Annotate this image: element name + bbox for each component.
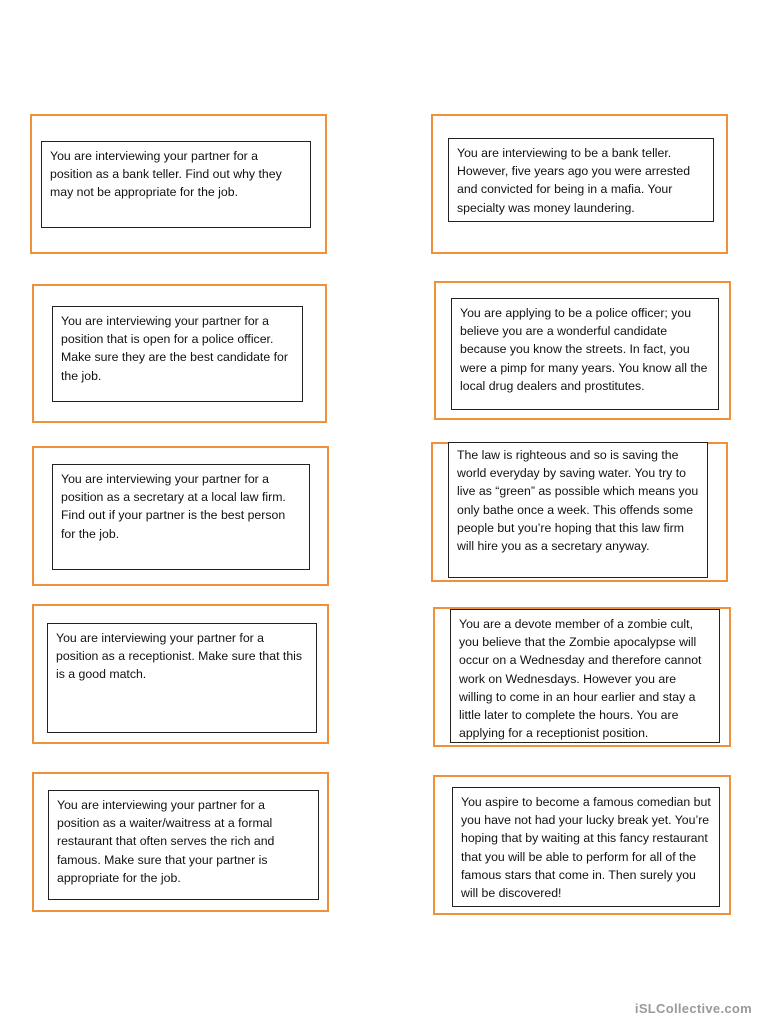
role-card-text: The law is righteous and so is saving the world everyday by saving water. You try to live as “green” as possible which means you only bathe once a week. This offends some people but you’re hoping that this law firm will hire you as a secretary anyway.: [448, 442, 708, 578]
role-card-text: You are interviewing your partner for a position as a bank teller. Find out why they may not be appropriate for the job.: [41, 141, 311, 228]
site-watermark: iSLCollective.com: [634, 1001, 752, 1016]
role-card-9: [32, 772, 329, 912]
role-card-7: [32, 604, 329, 744]
role-card-8: [433, 607, 731, 747]
role-card-text: You are interviewing your partner for a position as a waiter/waitress at a formal restaurant that often serves the rich and famous. Make sure that your partner is appropriate for the job.: [48, 790, 319, 900]
role-card-text: You are interviewing your partner for a position that is open for a police officer. Make sure they are the best candidate for the job.: [52, 306, 303, 402]
role-card-text: You are applying to be a police officer; you believe you are a wonderful candidate because you know the streets. In fact, you were a pimp for many years. You know all the local drug dealers and prostitutes.: [451, 298, 719, 410]
role-card-10: [433, 775, 731, 915]
role-card-3: [32, 284, 327, 423]
role-card-text: You are interviewing to be a bank teller. However, five years ago you were arrested and convicted for being in a mafia. Your specialty was money laundering.: [448, 138, 714, 222]
role-card-text: You are interviewing your partner for a position as a receptionist. Make sure that this is a good match.: [47, 623, 317, 733]
role-card-5: [32, 446, 329, 586]
role-card-text: You are a devote member of a zombie cult, you believe that the Zombie apocalypse will occur on a Wednesday and therefore cannot work on Wednesdays. However you are willing to come in an hour earlier and stay a little later to complete the hours. You are applying for a receptionist position.: [450, 609, 720, 743]
role-card-2: [431, 114, 728, 254]
role-card-text: You aspire to become a famous comedian but you have not had your lucky break yet. You’re hoping that by waiting at this fancy restaurant that you will be able to perform for all of the famous stars that come in. Then surely you will be discovered!: [452, 787, 720, 907]
role-card-text: You are interviewing your partner for a position as a secretary at a local law firm. Find out if your partner is the best person for the job.: [52, 464, 310, 570]
role-card-6: [431, 442, 728, 582]
role-card-1: [30, 114, 327, 254]
role-card-4: [434, 281, 731, 420]
